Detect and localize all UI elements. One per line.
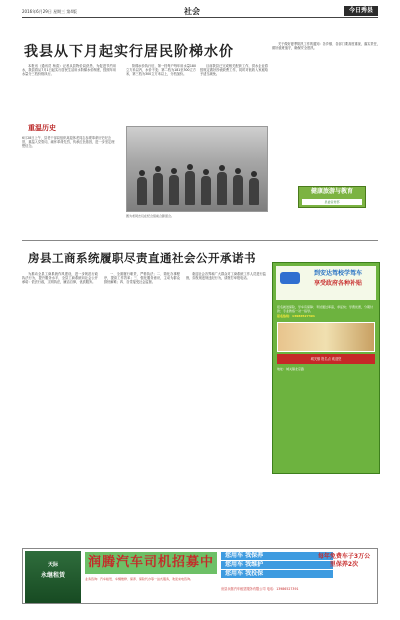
photo-person [169, 175, 179, 205]
rental-contact: 房县永继汽车租赁服务有限公司 电话：13986527391 [221, 587, 299, 591]
rental-service-insurance: 您用车 我投保 [221, 570, 333, 578]
brand-logo: 今日秀县 [344, 6, 378, 16]
story1-column-3: 目前我县已完成相关配套工作，供水企业将按规定做好抄表收费工作，同时对低收入家庭给予适当减免。 [200, 64, 268, 77]
photo-caption: 图为老同志们在纪念馆前合影留念。 [126, 214, 175, 218]
driving-school-banner: 城关镇 报名点 欢迎您 [277, 354, 375, 364]
section-divider [22, 240, 378, 241]
page-header [22, 6, 378, 18]
tourism-ad[interactable] [298, 186, 366, 208]
story2-column-3: 欢迎社会各界和广大群众对工商系统工作人员进行监督，如发现违规违纪行为，请拨打举报电话。 [186, 272, 266, 281]
driving-school-photo [277, 322, 375, 352]
photo-person [201, 176, 211, 205]
photo-person [217, 172, 227, 205]
rental-logo-top: 天际 [47, 562, 58, 568]
driving-school-ad-header [276, 266, 376, 300]
driving-school-title: 到安达驾校学驾车 [313, 270, 362, 277]
photo-person [153, 173, 163, 205]
photo-subhead: 重温历史 [28, 124, 56, 132]
story1-headline: 我县从下月起实行居民阶梯水价 [24, 44, 234, 60]
group-photo [126, 126, 268, 212]
rental-service-repair: 您用车 我维护 [221, 561, 333, 569]
story2-column-2: 一、全面履行职责，严格执法；二、简化办事程序，提高工作效率；三、强化服务意识，主动为群众排忧解难；四、自觉接受社会监督。 [104, 272, 180, 285]
rental-logo [25, 551, 81, 603]
driving-school-body: 报名就送保险，学车有保障；考试通过率高，拿证快；学费优惠，分期付款；专业教练一对一指导。 报名热线：13986527391 [277, 305, 374, 318]
car-rental-ad[interactable] [22, 548, 378, 604]
car-icon [280, 272, 300, 284]
driving-school-address: 地址：城关镇北京路 [277, 367, 305, 372]
rental-service-maintenance: 您用车 我保养 [221, 552, 333, 560]
photo-person [249, 178, 259, 205]
rental-slogan: 润腾汽车司机招募中 [85, 552, 217, 574]
story2-column-1: 为推动全县工商系统作风建设，进一步规范行政执法行为，提升服务水平，全县工商系统向社会公开承诺：依法行政，文明执法，廉洁自律，优质服务。 [22, 272, 98, 285]
photo-text: 6月28日上午，县老干部局组织离退休老同志参观革命历史纪念馆，重温入党誓词，缅怀革命先烈，传承红色基因，进一步坚定理想信念。 [22, 136, 115, 149]
rental-fine-print: 业务咨询：汽车租赁、车辆维修、保养、保险代办等一站式服务，欢迎来电咨询。 [85, 577, 194, 581]
rental-offer: 每年免费车子3万公里保养2次 [317, 553, 371, 568]
photo-person [137, 177, 147, 205]
driving-school-subtitle: 享受政府各种补贴 [313, 280, 362, 287]
tourism-ad-sponsor: 县委宣传部 [302, 199, 362, 205]
section-title: 社会 [184, 6, 200, 16]
photo-person [185, 171, 195, 205]
issue-date: 2016年6月29日 星期三 第4版 [22, 9, 77, 14]
story1-column-2: 阶梯水价执行后，第一档每户每年用水量180立方米以内，水价不变；第二档为181至300立方米，第三档为300立方米以上，分档加价。 [126, 64, 196, 77]
driving-school-hotline: 报名热线：13986527391 [277, 313, 315, 318]
notice-column: 关于做好夏季防汛工作的通知：各乡镇、各部门要高度重视，落实责任，做好值班值守，确保安全度汛。 [272, 42, 380, 51]
photo-story [22, 124, 116, 234]
tourism-ad-title: 健康旅游与教育 [310, 188, 353, 195]
story2-headline: 房县工商系统履职尽责直通社会公开承诺书 [28, 251, 256, 265]
story1-column-1: 本报讯（通讯员 杨清）记者从县物价局获悉，为促进节约用水，我县将从7月1日起实行居民生活用水阶梯水价制度，按照年用水量分三档价格执行。 [22, 64, 116, 77]
photo-person [233, 175, 243, 205]
driving-school-ad[interactable] [272, 262, 380, 474]
rental-logo-name: 永继租赁 [40, 572, 65, 579]
